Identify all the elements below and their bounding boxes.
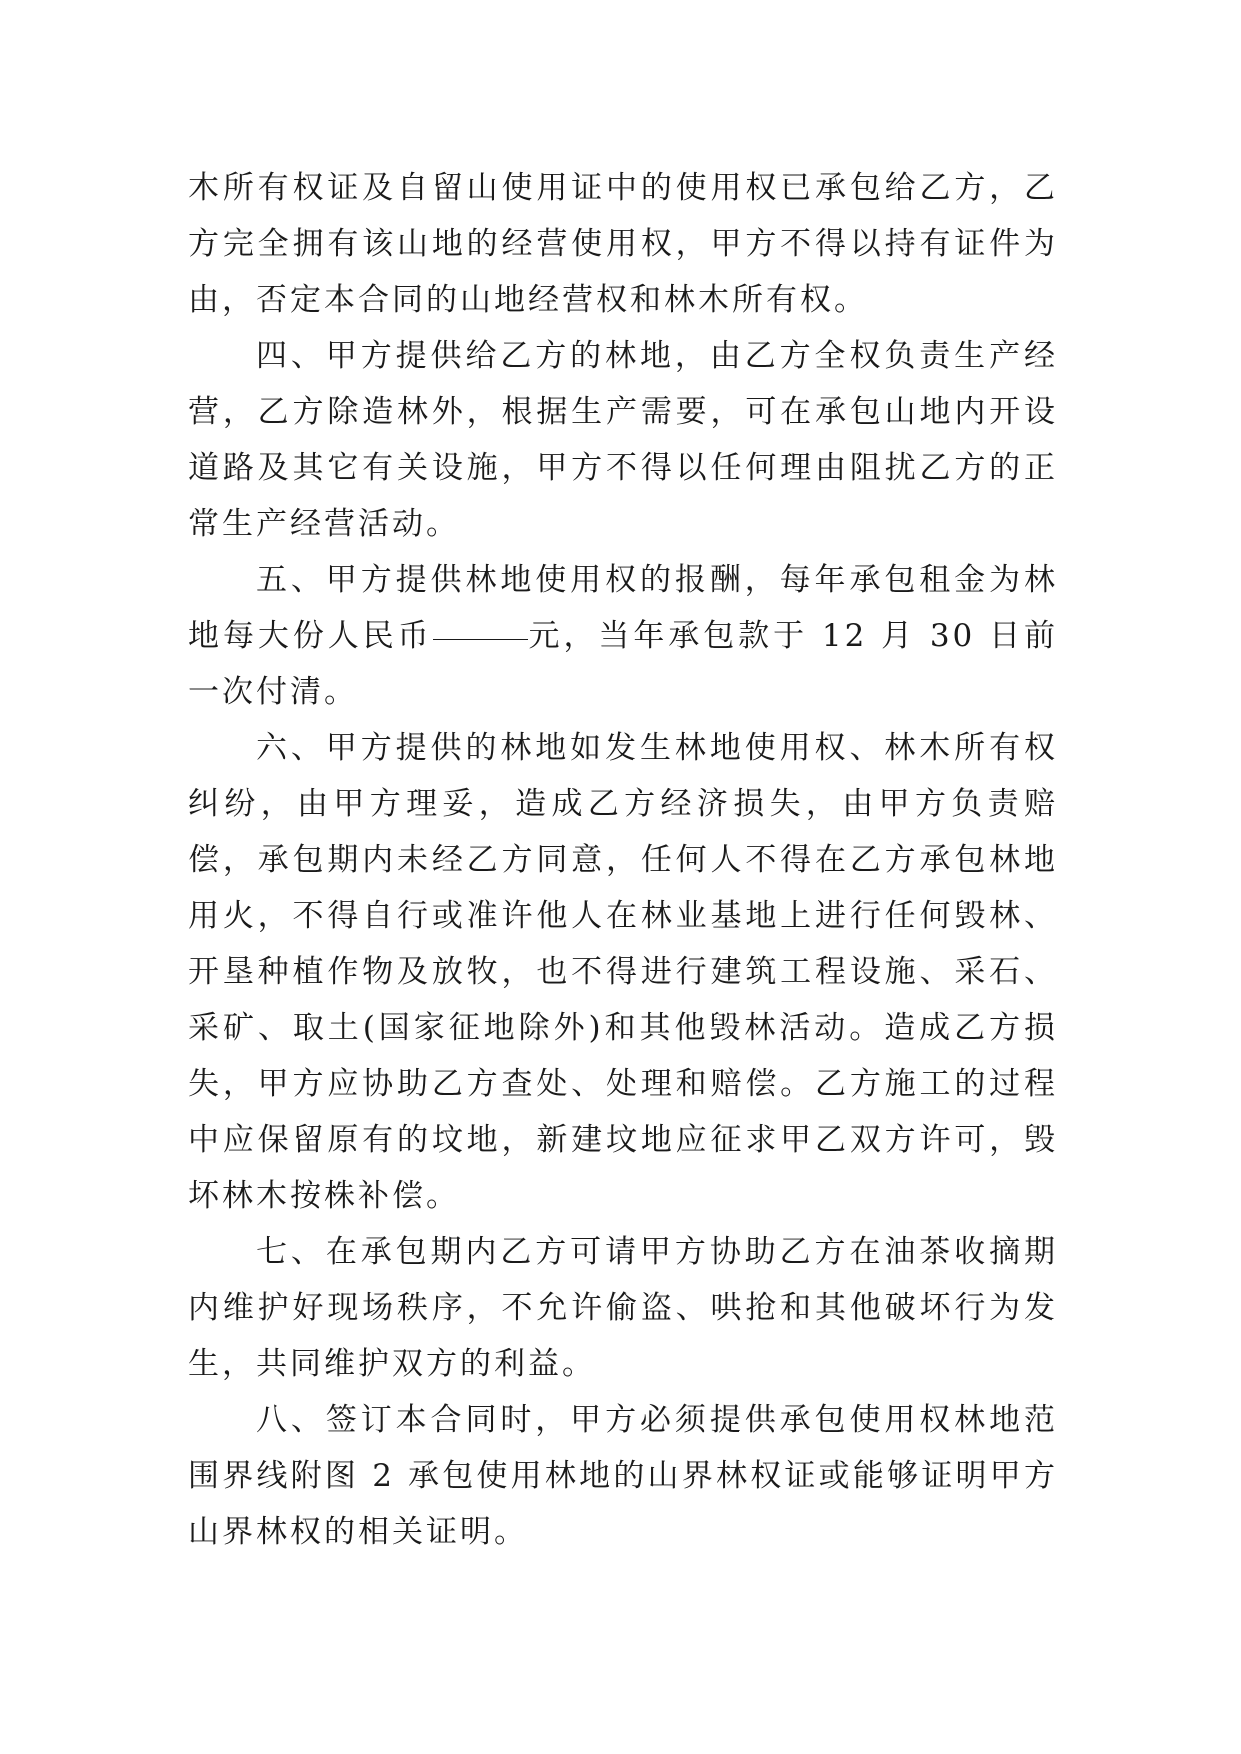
- clause-5: [188, 552, 1058, 720]
- clause-8: 八、签订本合同时，甲方必须提供承包使用权林地范围界线附图 2 承包使用林地的山界林权证或能够证明甲方山界林权的相关证明。: [188, 1402, 1058, 1550]
- contract-body: [188, 160, 1058, 1560]
- rent-amount-blank: [433, 638, 528, 640]
- clause-6: 六、甲方提供的林地如发生林地使用权、林木所有权纠纷，由甲方理妥，造成乙方经济损失，由甲方负责赔偿，承包期内未经乙方同意，任何人不得在乙方承包林地用火，不得自行或准许他人在林业基地上进行任何毁林、开垦种植作物及放牧，也不得进行建筑工程设施、采石、采矿、取土(国家征地除外)和其他毁林活动。造成乙方损失，甲方应协助乙方查处、处理和赔偿。乙方施工的过程中应保留原有的坟地，新建坟地应征求甲乙双方许可，毁坏林木按株补偿。: [188, 730, 1058, 1214]
- paragraph-continuation: 木所有权证及自留山使用证中的使用权已承包给乙方，乙方完全拥有该山地的经营使用权，甲方不得以持有证件为由，否定本合同的山地经营权和林木所有权。: [188, 170, 1058, 318]
- clause-4: 四、甲方提供给乙方的林地，由乙方全权负责生产经营，乙方除造林外，根据生产需要，可在承包山地内开设道路及其它有关设施，甲方不得以任何理由阻扰乙方的正常生产经营活动。: [188, 338, 1058, 542]
- clause-7: 七、在承包期内乙方可请甲方协助乙方在油茶收摘期内维护好现场秩序，不允许偷盗、哄抢和其他破坏行为发生，共同维护双方的利益。: [188, 1234, 1058, 1382]
- clause-5-text-before: 五、甲方提供林地使用权的报酬，每年承包租金为林地每大份人民币: [188, 562, 1058, 654]
- clause-5-text-after: 元，当年承包款于 12 月 30 日前一次付清。: [188, 618, 1059, 710]
